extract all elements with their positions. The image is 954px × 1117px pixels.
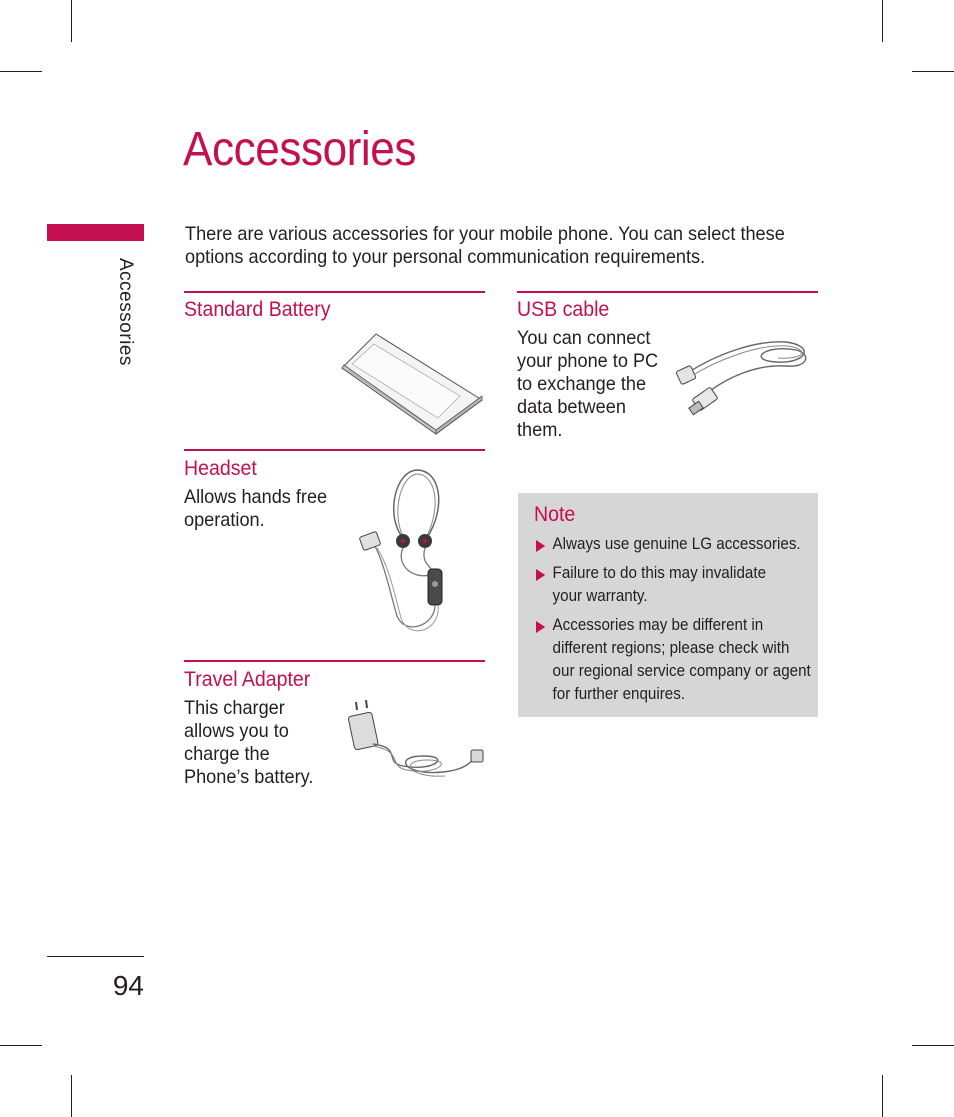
travel-adapter-illustration	[343, 700, 485, 780]
intro-paragraph	[185, 223, 785, 269]
section-title: Standard Battery	[184, 298, 331, 321]
triangle-bullet-icon	[536, 540, 545, 552]
usb-cable-illustration	[676, 334, 814, 420]
crop-mark	[71, 1075, 72, 1117]
intro-text: There are various accessories for your mobile phone. You can select these options according to your personal communication requirements.	[185, 223, 785, 268]
crop-mark	[912, 1045, 954, 1046]
note-item	[536, 614, 812, 706]
section-title: USB cable	[517, 298, 610, 321]
page-number: 94	[112, 970, 144, 1001]
standard-battery-section	[184, 291, 485, 322]
triangle-bullet-icon	[536, 621, 545, 633]
note-item-text: Accessories may be different in different regions; please check with our regional service company or agent for further enquires.	[552, 616, 811, 703]
crop-mark	[0, 1045, 42, 1046]
note-box	[518, 493, 818, 717]
headset-illustration	[355, 466, 455, 641]
section-rule	[184, 660, 485, 662]
note-item	[536, 533, 812, 556]
section-rule	[184, 291, 485, 293]
section-tab-marker	[47, 224, 144, 241]
side-tab-label: Accessories	[115, 258, 136, 366]
triangle-bullet-icon	[536, 569, 545, 581]
section-body: This charger allows you to charge the Phone’s battery.	[184, 697, 314, 788]
section-rule	[184, 449, 485, 451]
crop-mark	[912, 71, 954, 72]
note-item-text: Always use genuine LG accessories.	[552, 535, 801, 553]
section-title: Headset	[184, 457, 257, 480]
footer-rule	[47, 956, 144, 957]
section-rule	[517, 291, 818, 293]
crop-mark	[0, 71, 42, 72]
crop-mark	[882, 0, 883, 42]
crop-mark	[71, 0, 72, 42]
note-item	[536, 562, 812, 608]
section-body: You can connect your phone to PC to exchange the data between them.	[517, 327, 659, 441]
battery-illustration	[340, 330, 485, 436]
crop-mark	[882, 1075, 883, 1117]
section-title: Travel Adapter	[184, 668, 311, 691]
section-body: Allows hands free operation.	[184, 486, 328, 531]
page-title: Accessories	[183, 123, 416, 176]
note-title: Note	[534, 503, 576, 526]
note-list	[536, 533, 836, 712]
note-item-text: Failure to do this may invalidate your warranty.	[552, 564, 767, 605]
